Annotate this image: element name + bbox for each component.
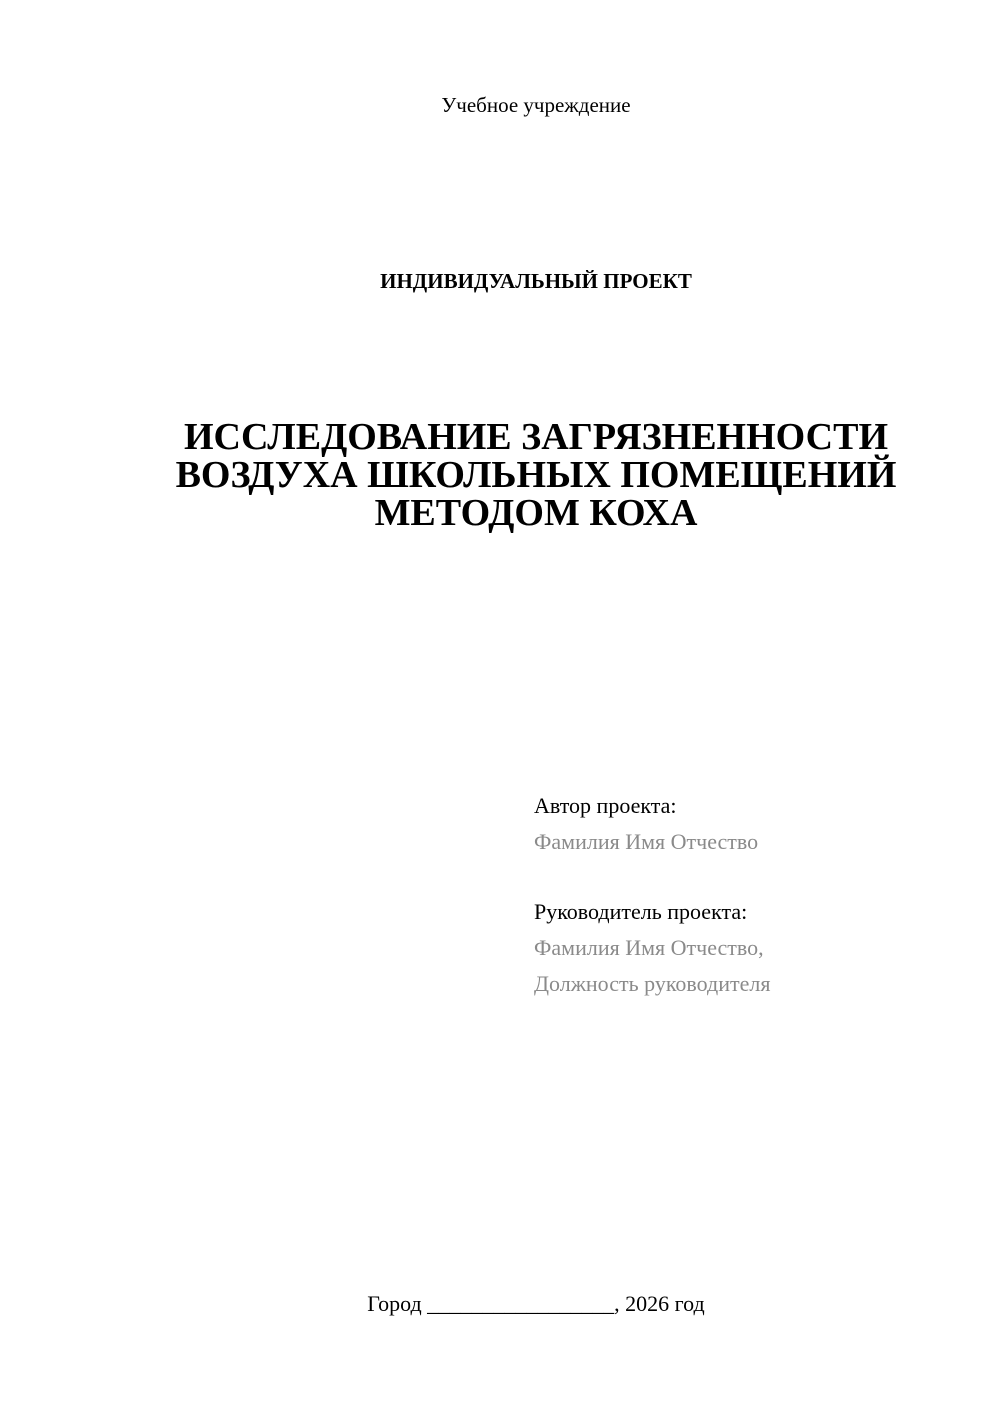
project-title-line-3: МЕТОДОМ КОХА bbox=[374, 492, 698, 534]
supervisor-label: Руководитель проекта: bbox=[534, 899, 748, 924]
supervisor-name: Фамилия Имя Отчество, bbox=[534, 935, 764, 960]
supervisor-position: Должность руководителя bbox=[534, 971, 771, 996]
institution-name: Учебное учреждение bbox=[441, 93, 631, 117]
author-label: Автор проекта: bbox=[534, 793, 677, 818]
project-title-line-1: ИССЛЕДОВАНИЕ ЗАГРЯЗНЕННОСТИ bbox=[183, 416, 889, 458]
author-name: Фамилия Имя Отчество bbox=[534, 829, 759, 854]
project-info-block bbox=[534, 788, 974, 1002]
info-spacer bbox=[534, 860, 974, 894]
project-title bbox=[0, 418, 1000, 532]
project-title-line-2: ВОЗДУХА ШКОЛЬНЫХ ПОМЕЩЕНИЙ bbox=[175, 454, 897, 496]
city-year-line: Город _________________, 2026 год bbox=[367, 1291, 705, 1316]
document-type: ИНДИВИДУАЛЬНЫЙ ПРОЕКТ bbox=[380, 269, 692, 293]
